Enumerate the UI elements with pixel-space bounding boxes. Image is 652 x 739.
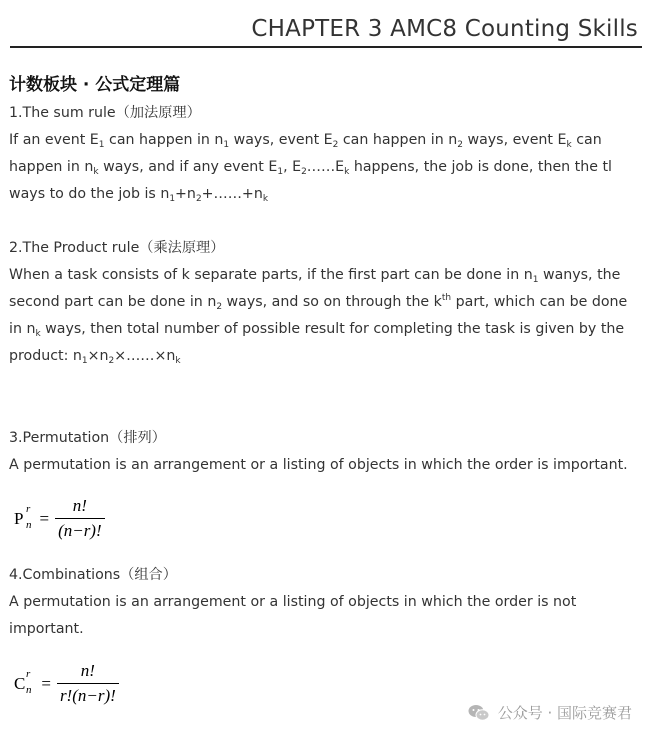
wechat-icon xyxy=(468,704,490,722)
watermark xyxy=(468,702,632,723)
permutation-formula: P r n = $\frac{n!}{(n-r)!}$ xyxy=(14,496,105,541)
block-title: 计数板块 · 公式定理篇 xyxy=(9,75,181,95)
section-heading: 2.The Product rule（乘法原理） xyxy=(9,240,225,256)
section-heading: 1.The sum rule（加法原理） xyxy=(9,105,201,121)
text-line: product: $n_1\times n_2\times\dots\dots\times n_k$ xyxy=(9,348,181,366)
text-line: A permutation is an arrangement or a listing of objects in which the order is not xyxy=(9,594,577,610)
text-line: second part can be done in $n_2$ ways, and so on through the $k^{th}$ part, which can be done xyxy=(9,293,628,312)
section-heading: 3.Permutation（排列） xyxy=(9,430,166,446)
text-line: important. xyxy=(9,621,84,637)
formula-symbol: C r n xyxy=(14,667,32,696)
section-heading: 4.Combinations（组合） xyxy=(9,567,177,583)
text-line: A permutation is an arrangement or a listing of objects in which the order is important. xyxy=(9,457,628,473)
formula-fraction: $\frac{n!}{r!(n-r)!}$ xyxy=(57,661,119,706)
chapter-header xyxy=(10,14,642,48)
formula-fraction: $\frac{n!}{(n-r)!}$ xyxy=(55,496,105,541)
text-line: ways to do the job is $n_1+n_2+\dots\dots+n_k$ xyxy=(9,186,269,204)
watermark-text: 公众号 · 国际竞赛君 xyxy=(497,704,632,722)
text-line: When a task consists of k separate parts, if the first part can be done in $n_1$ wanys, the xyxy=(9,267,621,285)
text-line: If an event $E_1$ can happen in $n_1$ ways, event $E_2$ can happen in $n_2$ ways, event $E_k$ can xyxy=(9,132,602,150)
text-line: in $n_k$ ways, then total number of possible result for completing the task is given by the xyxy=(9,321,625,339)
chapter-title: CHAPTER 3 AMC8 Counting Skills xyxy=(251,16,638,42)
combination-formula: C r n = $\frac{n!}{r!(n-r)!}$ xyxy=(14,661,119,706)
text-line: happen in $n_k$ ways, and if any event $E_1$, $E_2\dots\dots E_k$ happens, the job is done, then the tl xyxy=(9,159,612,177)
formula-symbol: P r n xyxy=(14,502,32,531)
